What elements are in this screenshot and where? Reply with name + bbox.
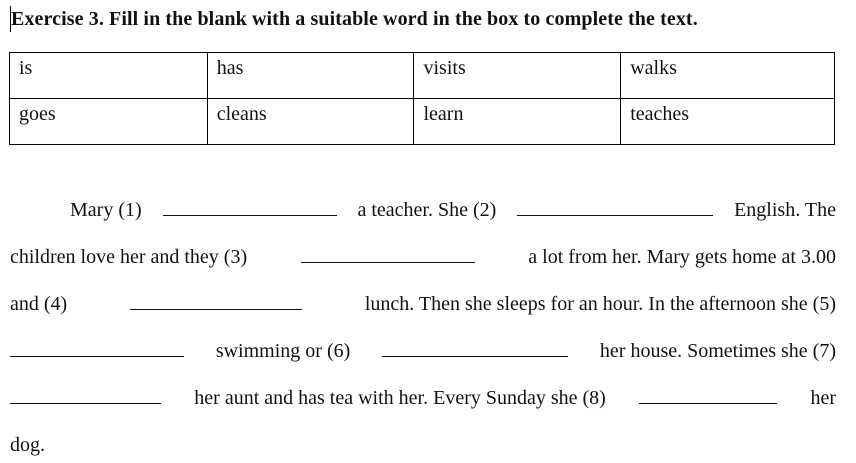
blank-2[interactable] — [517, 197, 713, 216]
blank-4[interactable] — [130, 291, 302, 310]
blank-3[interactable] — [301, 244, 475, 263]
word-box-table — [9, 52, 835, 145]
passage-line-4 — [10, 338, 836, 364]
blank-6[interactable] — [382, 338, 568, 357]
passage-text: Mary (1) — [70, 199, 142, 221]
passage-text: a teacher. She (2) — [357, 199, 497, 221]
word-box-row — [10, 53, 835, 99]
passage-line-1 — [70, 197, 836, 223]
passage-line-3 — [10, 291, 836, 317]
passage-line-2 — [10, 244, 836, 270]
passage-text: children love her and they (3) — [10, 246, 248, 268]
blank-8[interactable] — [639, 385, 777, 404]
blank-7[interactable] — [10, 385, 161, 404]
passage-text: and (4) — [10, 293, 68, 315]
word-cell: has — [207, 53, 414, 99]
passage-text: her house. Sometimes she (7) — [599, 340, 836, 362]
blank-1[interactable] — [163, 197, 337, 216]
word-cell: is — [10, 53, 208, 99]
word-cell: cleans — [207, 99, 414, 145]
word-box-row — [10, 99, 835, 145]
word-cell: walks — [621, 53, 835, 99]
exercise-title: Exercise 3. Fill in the blank with a suitable word in the box to complete the text. — [11, 8, 698, 30]
word-cell: goes — [10, 99, 208, 145]
word-cell: teaches — [621, 99, 835, 145]
passage-text: her — [810, 387, 836, 409]
passage-line-5 — [10, 385, 836, 411]
passage-text: dog. — [10, 434, 45, 456]
blank-5[interactable] — [10, 338, 184, 357]
passage-text: lunch. Then she sleeps for an hour. In the afternoon she (5) — [364, 293, 836, 315]
word-cell: visits — [414, 53, 621, 99]
word-cell: learn — [414, 99, 621, 145]
passage-line-6 — [10, 432, 836, 458]
passage-text: her aunt and has tea with her. Every Sunday she (8) — [194, 387, 606, 409]
passage-text: a lot from her. Mary gets home at 3.00 — [528, 246, 836, 268]
passage-text: swimming or (6) — [215, 340, 351, 362]
passage-text: English. The — [734, 199, 836, 221]
